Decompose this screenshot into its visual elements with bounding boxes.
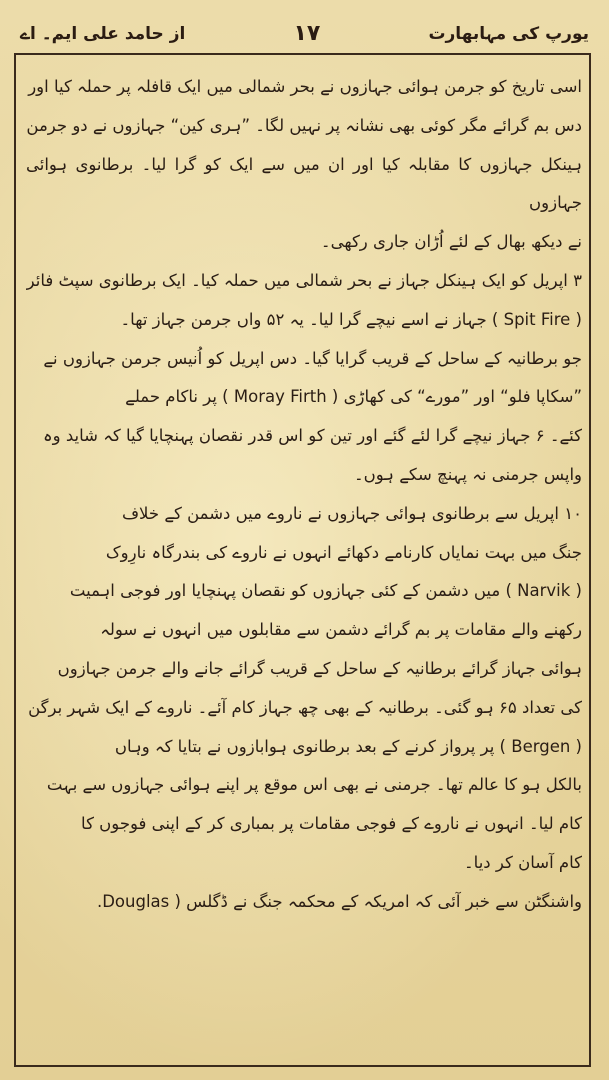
book-title: یورپ کی مہابھارت [428, 23, 589, 44]
author-credit: از حامد علی ایم۔ اے [20, 23, 186, 44]
paragraph-1: اسی تاریخ کو جرمن ہوائی جہازوں نے بحر شمالی میں ایک قافلہ پر حملہ کیا اور دس بم گرائے مگر کوئی بھی نشانہ پر نہیں لگا۔ ”ہری کین“ جہازوں نے دو جرمن ہینکل جہازوں کا مقابلہ کیا اور ان میں سے ایک کو گرا لیا۔ برطانوی ہوائی جہازوں نے دیکھ بھال کے لئے اُڑان جاری رکھی۔ [26, 77, 582, 252]
paragraph-3: ۱۰ اپریل سے برطانوی ہوائی جہازوں نے ناروے میں دشمن کے خلاف جنگ میں بہت نمایاں کارنامے دکھائے انہوں نے ناروے کی بندرگاہ نارِوک ( Narvik ) میں دشمن کے کئی جہازوں کو نقصان پہنچایا اور فوجی اہمیت رکھنے والے مقامات پر بم گرائے دشمن سے مقابلوں میں انہوں نے سولہ ہوائی جہاز گرائے برطانیہ کے ساحل کے قریب گرائے جانے والے جرمن جہازوں کی تعداد ۶۵ ہو گئی۔ برطانیہ کے بھی چھ جہاز کام آئے۔ ناروے کے ایک شہر برگن ( Bergen ) پر پرواز کرنے کے بعد برطانوی ہوابازوں نے بتایا کہ وہاں بالکل ہو کا عالم تھا۔ جرمنی نے بھی اس موقع پر اپنے ہوائی جہازوں سے بہت کام لیا۔ انہوں نے ناروے کے فوجی مقامات پر بمباری کر کے اپنی فوجوں کا کام آسان کر دیا۔ [28, 503, 582, 872]
paragraph-4: واشنگٹن سے خبر آئی کہ امریکہ کے محکمہ جنگ نے ڈگلس ( Douglas. [96, 891, 582, 911]
running-head [20, 18, 589, 48]
body-text [26, 68, 582, 1058]
page-number: ۱۷ [293, 20, 321, 46]
paragraph-2: ۳ اپریل کو ایک ہینکل جہاز نے بحر شمالی میں حملہ کیا۔ ایک برطانوی سپٹ فائر ( Spit Fire ) جہاز نے اسے نیچے گرا لیا۔ یہ ۵۲ واں جرمن جہاز تھا۔ جو برطانیہ کے ساحل کے قریب گرایا گیا۔ دس اپریل کو اُنیس جرمن جہازوں نے ”سکاپا فلو“ اور ”مورے“ کی کھاڑی ( Moray Firth ) پر ناکام حملے کئے۔ ۶ جہاز نیچے گرا لئے گئے اور تین کو اس قدر نقصان پہنچایا گیا کہ شاید وہ واپس جرمنی نہ پہنچ سکے ہوں۔ [26, 270, 582, 484]
